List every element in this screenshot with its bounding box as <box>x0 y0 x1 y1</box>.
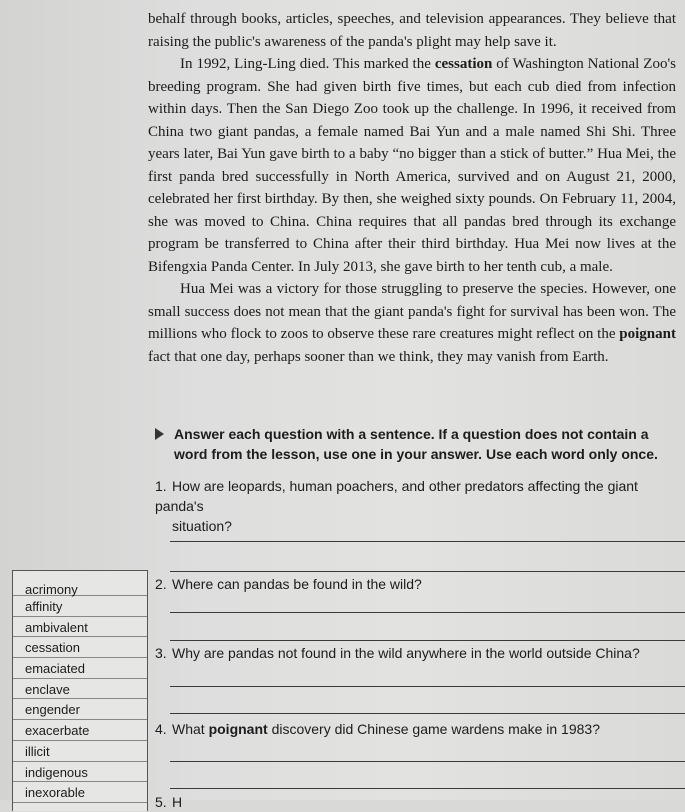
answer-line[interactable] <box>170 571 685 572</box>
answer-line[interactable] <box>170 686 685 687</box>
word-list-item: exacerbate <box>13 720 147 741</box>
paragraph-3-rest: fact that one day, perhaps sooner than we think, they may vanish from Earth. <box>148 348 609 365</box>
question-text-end: discovery did Chinese game wardens make in 1983? <box>267 721 600 737</box>
question-number: 3. <box>155 645 167 661</box>
word-list-item: acrimony <box>13 571 147 596</box>
paragraph-3-start: Hua Mei was a victory for those struggling to preserve the species. However, one small success does not mean that the giant panda's fight for survival has been won. The millions who flock to zoos to observe these rare creatures might reflect on the <box>148 281 676 342</box>
question-text <box>172 721 600 737</box>
answer-line[interactable] <box>170 761 685 762</box>
answer-line[interactable] <box>170 713 685 714</box>
question-number: 2. <box>155 576 167 592</box>
reading-passage <box>148 8 676 368</box>
word-list-item: emaciated <box>13 658 147 679</box>
question-2 <box>155 574 685 594</box>
instructions-text: Answer each question with a sentence. If a question does not contain a word from the lesson, use one in your answer. Use each word only once. <box>174 426 658 462</box>
word-list-item: enclave <box>13 679 147 700</box>
question-number: 1. <box>155 478 167 494</box>
question-text-continued: situation? <box>172 518 232 534</box>
vocab-word-cessation: cessation <box>434 56 493 72</box>
paragraph-2-start: In 1992, Ling-Ling died. This marked the <box>180 56 435 72</box>
word-list-item: illicit <box>13 741 147 762</box>
word-list-item: affinity <box>13 596 147 617</box>
answer-line[interactable] <box>170 788 685 789</box>
exercise-instructions <box>158 424 685 464</box>
question-text: Where can pandas be found in the wild? <box>172 576 422 592</box>
passage-paragraph-3 <box>148 278 676 368</box>
answer-line[interactable] <box>170 612 685 613</box>
question-text: Why are pandas not found in the wild anywhere in the world outside China? <box>172 645 640 661</box>
question-number: 5. <box>155 794 167 810</box>
question-text: How are leopards, human poachers, and other predators affecting the giant panda's <box>155 478 638 514</box>
triangle-bullet-icon <box>155 428 164 440</box>
vocab-word-poignant: poignant <box>619 326 676 342</box>
passage-paragraph-1: behalf through books, articles, speeches, and television appearances. They believe that raising the public's awareness of the panda's plight may help save it. <box>148 11 676 50</box>
passage-paragraph-2 <box>148 53 676 278</box>
vocab-word-poignant: poignant <box>208 721 268 737</box>
word-list-item: indigenous <box>13 762 147 783</box>
word-list-item: engender <box>13 699 147 720</box>
question-5 <box>155 792 685 812</box>
question-number: 4. <box>155 721 167 737</box>
paragraph-2-middle: of Washington National <box>492 56 644 72</box>
answer-line[interactable] <box>170 541 685 542</box>
word-list-item: ambivalent <box>13 617 147 638</box>
word-list-item: inexorable <box>13 782 147 803</box>
question-text-start: What <box>172 721 209 737</box>
question-3 <box>155 643 685 663</box>
paragraph-2-rest: Zoo's breeding program. She had given birth five times, but each cub died from infection within days. Then the San Diego Zoo took up the challenge. In 1996, it received from China two giant pandas, a female named Bai Yun and a male named Shi Shi. Three years later, Bai Yun gave birth to a baby “no bigger than a stick of butter.” Hua Mei, the first panda bred successfully in North America, survived and on August 21, 2000, celebrated her first birthday. By then, she weighed sixty pounds. On February 11, 2004, she was moved to China. China requires that all pandas bred through its exchange program be transferred to China after their third birthday. Hua Mei now lives at the Bifengxia Panda Center. In July 2013, she gave birth to her tenth cub, a male. <box>148 56 676 275</box>
question-text: H <box>172 794 183 810</box>
question-4 <box>155 719 685 739</box>
vocabulary-word-list <box>12 570 148 811</box>
question-1 <box>155 476 685 536</box>
answer-line[interactable] <box>170 640 685 641</box>
word-list-item: cessation <box>13 637 147 658</box>
